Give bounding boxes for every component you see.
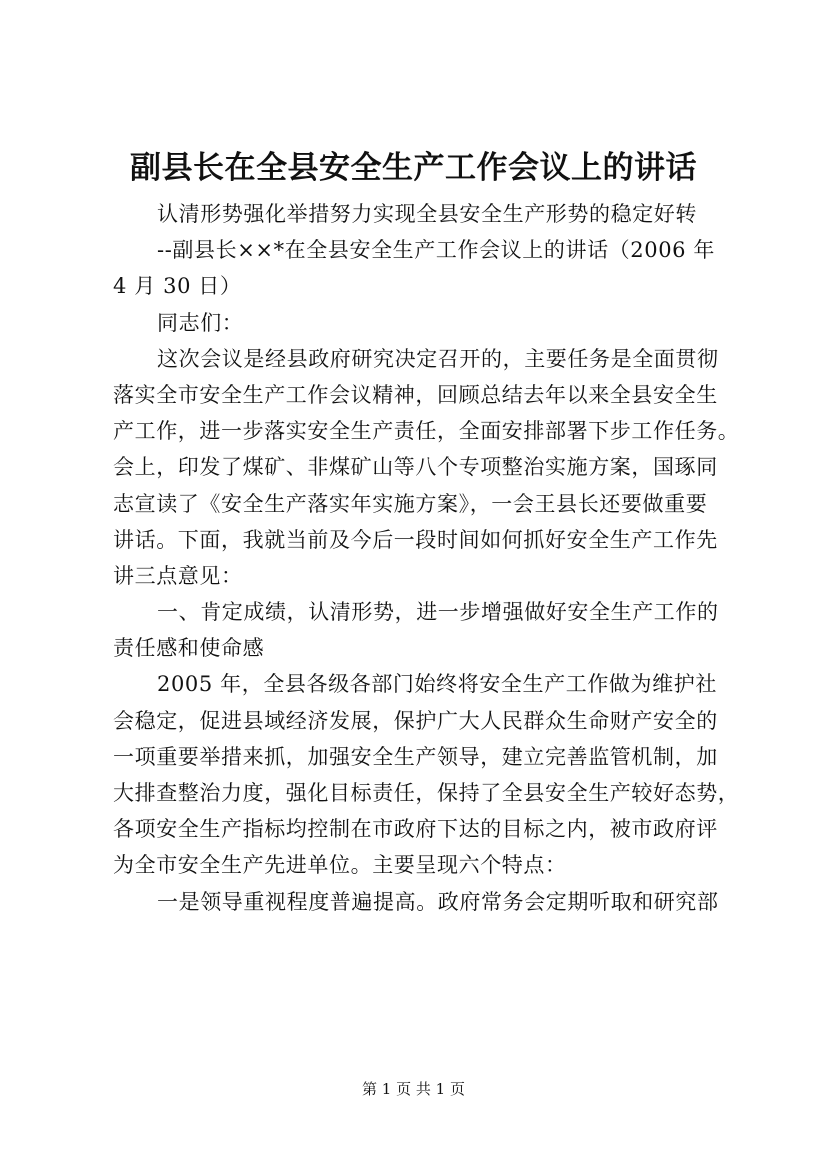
paragraph-line: 这次会议是经县政府研究决定召开的，主要任务是全面贯彻 — [157, 346, 719, 371]
paragraph-line: 讲三点意见： — [113, 563, 243, 588]
section-heading-line: 责任感和使命感 — [113, 636, 265, 661]
date-line: 4 月 30 日） — [113, 274, 242, 299]
subtitle-line: 认清形势强化举措努力实现全县安全生产形势的稳定好转 — [157, 202, 697, 226]
paragraph-line: 一是领导重视程度普遍提高。政府常务会定期听取和研究部 — [157, 889, 719, 914]
paragraph-line: 一项重要举措来抓，加强安全生产领导，建立完善监管机制，加 — [113, 744, 718, 769]
paragraph-line: 志宣读了《安全生产落实年实施方案》，一会王县长还要做重要 — [113, 491, 708, 516]
paragraph-line: 大排查整治力度，强化目标责任，保持了全县安全生产较好态势， — [113, 781, 740, 805]
paragraph-line: 会稳定，促进县域经济发展，保护广大人民群众生命财产安全的 — [113, 708, 718, 733]
page-footer: 第 1 页 共 1 页 — [362, 1080, 465, 1098]
paragraph-line: 产工作，进一步落实安全生产责任，全面安排部署下步工作任务。 — [113, 419, 740, 444]
document-body — [113, 196, 740, 920]
paragraph-line: 为全市安全生产先进单位。主要呈现六个特点： — [113, 853, 567, 878]
paragraph-line: 讲话。下面，我就当前及今后一段时间如何抓好安全生产工作先 — [113, 527, 718, 552]
subtitle-line: --副县长××*在全县安全生产工作会议上的讲话（2006 年 — [157, 238, 715, 263]
paragraph-line: 会上，印发了煤矿、非煤矿山等八个专项整治实施方案，国琢同 — [113, 455, 718, 480]
salutation: 同志们： — [157, 310, 244, 335]
document-title: 副县长在全县安全生产工作会议上的讲话 — [130, 150, 697, 186]
paragraph-line: 落实全市安全生产工作会议精神，回顾总结去年以来全县安全生 — [113, 382, 718, 407]
paragraph-line: 各项安全生产指标均控制在市政府下达的目标之内，被市政府评 — [113, 817, 718, 842]
paragraph-line: 2005 年，全县各级各部门始终将安全生产工作做为维护社 — [157, 672, 717, 697]
section-heading-line: 一、肯定成绩，认清形势，进一步增强做好安全生产工作的 — [157, 600, 719, 625]
